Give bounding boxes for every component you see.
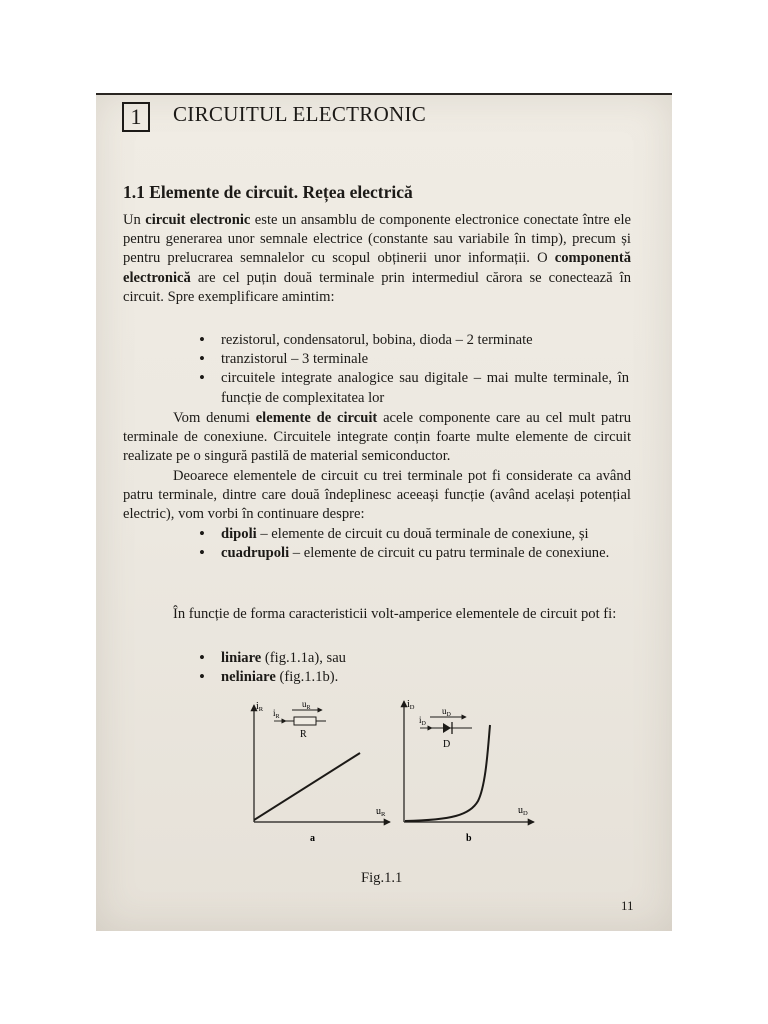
list-item: • tranzistorul – 3 terminale <box>197 350 629 369</box>
panel-b-current-label: $i_D$ <box>419 715 426 727</box>
panel-b-caption: b <box>466 833 472 844</box>
list-item <box>197 544 633 563</box>
list-item: • rezistorul, condensatorul, bobina, dioda – 2 terminate <box>197 331 629 350</box>
resistor-label: R <box>300 729 307 740</box>
panel-a-linear <box>254 699 390 844</box>
list-item-text: (fig.1.1a), sau <box>261 650 346 666</box>
chapter-title: CIRCUITUL ELECTRONIC <box>173 102 427 126</box>
body-text: acele componente care au cel mult patru terminale de conexiune. Circuitele integrate conțin foarte multe elemente de circuit realizate pe o singură pastilă de material semiconductor. <box>123 410 632 465</box>
list-item-text: (fig.1.1b). <box>275 669 339 686</box>
panel-b-nonlinear <box>404 699 534 844</box>
diode-symbol <box>443 723 451 733</box>
dipole-list <box>197 525 633 563</box>
list-item <box>197 649 497 668</box>
iv-characteristics-diagram <box>242 697 542 867</box>
term-componenta-electronica: componentă electronică <box>123 250 631 286</box>
paragraph-elements <box>123 409 631 467</box>
paragraph-terminals: Deoarece elementele de circuit cu trei terminale pot fi considerate ca având patru terminale, dintre care două îndeplinesc aceeași funcție (având același potențial electric), vom vorbi în continuare despre: <box>123 468 631 523</box>
panel-a-voltage-label: $u_R$ <box>302 699 311 711</box>
section-title: 1.1 Elemente de circuit. Rețea electrică <box>123 182 413 202</box>
panel-a-x-label: $u_R$ <box>376 806 386 818</box>
panel-a-current-label: $i_R$ <box>273 708 280 720</box>
list-item <box>197 668 497 687</box>
panel-a-y-label: $i_R$ <box>256 701 264 713</box>
term-circuit-electronic: circuit electronic <box>145 212 251 228</box>
figure-caption: Fig.1.1 <box>361 870 403 886</box>
term-cuadrupoli: cuadrupoli <box>221 545 290 562</box>
components-list <box>197 331 629 408</box>
resistor-symbol <box>294 717 316 725</box>
term-dipoli: dipoli <box>221 526 257 542</box>
intro-text: are cel puțin două terminale prin intermediul cărora se conectează în circuit. Spre exemplificare amintim: <box>123 269 631 305</box>
body-text: Vom denumi <box>173 410 250 426</box>
intro-text: Un <box>123 212 141 228</box>
term-neliniare: neliniare <box>221 669 276 686</box>
term-elemente-de-circuit: elemente de circuit <box>255 410 378 426</box>
chapter-number: 1 <box>122 102 150 132</box>
panel-b-y-label: $i_D$ <box>407 699 415 711</box>
panel-b-x-label: $u_D$ <box>518 805 528 817</box>
panel-b-voltage-label: $u_D$ <box>442 706 451 718</box>
panel-a-caption: a <box>310 833 315 844</box>
paragraph-characteristic: În funcție de forma caracteristicii volt-amperice elementele de circuit pot fi: <box>173 606 617 622</box>
diode-label: D <box>443 739 451 750</box>
list-item <box>197 525 633 544</box>
figure-1-1 <box>242 697 542 931</box>
list-item-text: – elemente de circuit cu două terminale de conexiune, și <box>256 526 589 542</box>
term-liniare: liniare <box>221 650 262 666</box>
panel-a-linear-curve <box>254 753 360 820</box>
scanned-page <box>96 93 672 931</box>
list-item: • circuitele integrate analogice sau digitale – mai multe terminale, în funcție de complexitatea lor <box>197 369 629 407</box>
page-number: 11 <box>621 898 634 913</box>
header-rule <box>96 93 672 95</box>
paragraph-intro <box>123 211 631 307</box>
intro-text: este un ansamblu de componente electronice conectate între ele pentru generarea unor semnale electrice (constante sau variabile în timp), precum și pentru prelucrarea semnalelor cu scopul obținerii unor informații. O <box>123 212 631 267</box>
linearity-list <box>197 649 497 687</box>
list-item-text: – elemente de circuit cu patru terminale de conexiune. <box>289 545 610 562</box>
